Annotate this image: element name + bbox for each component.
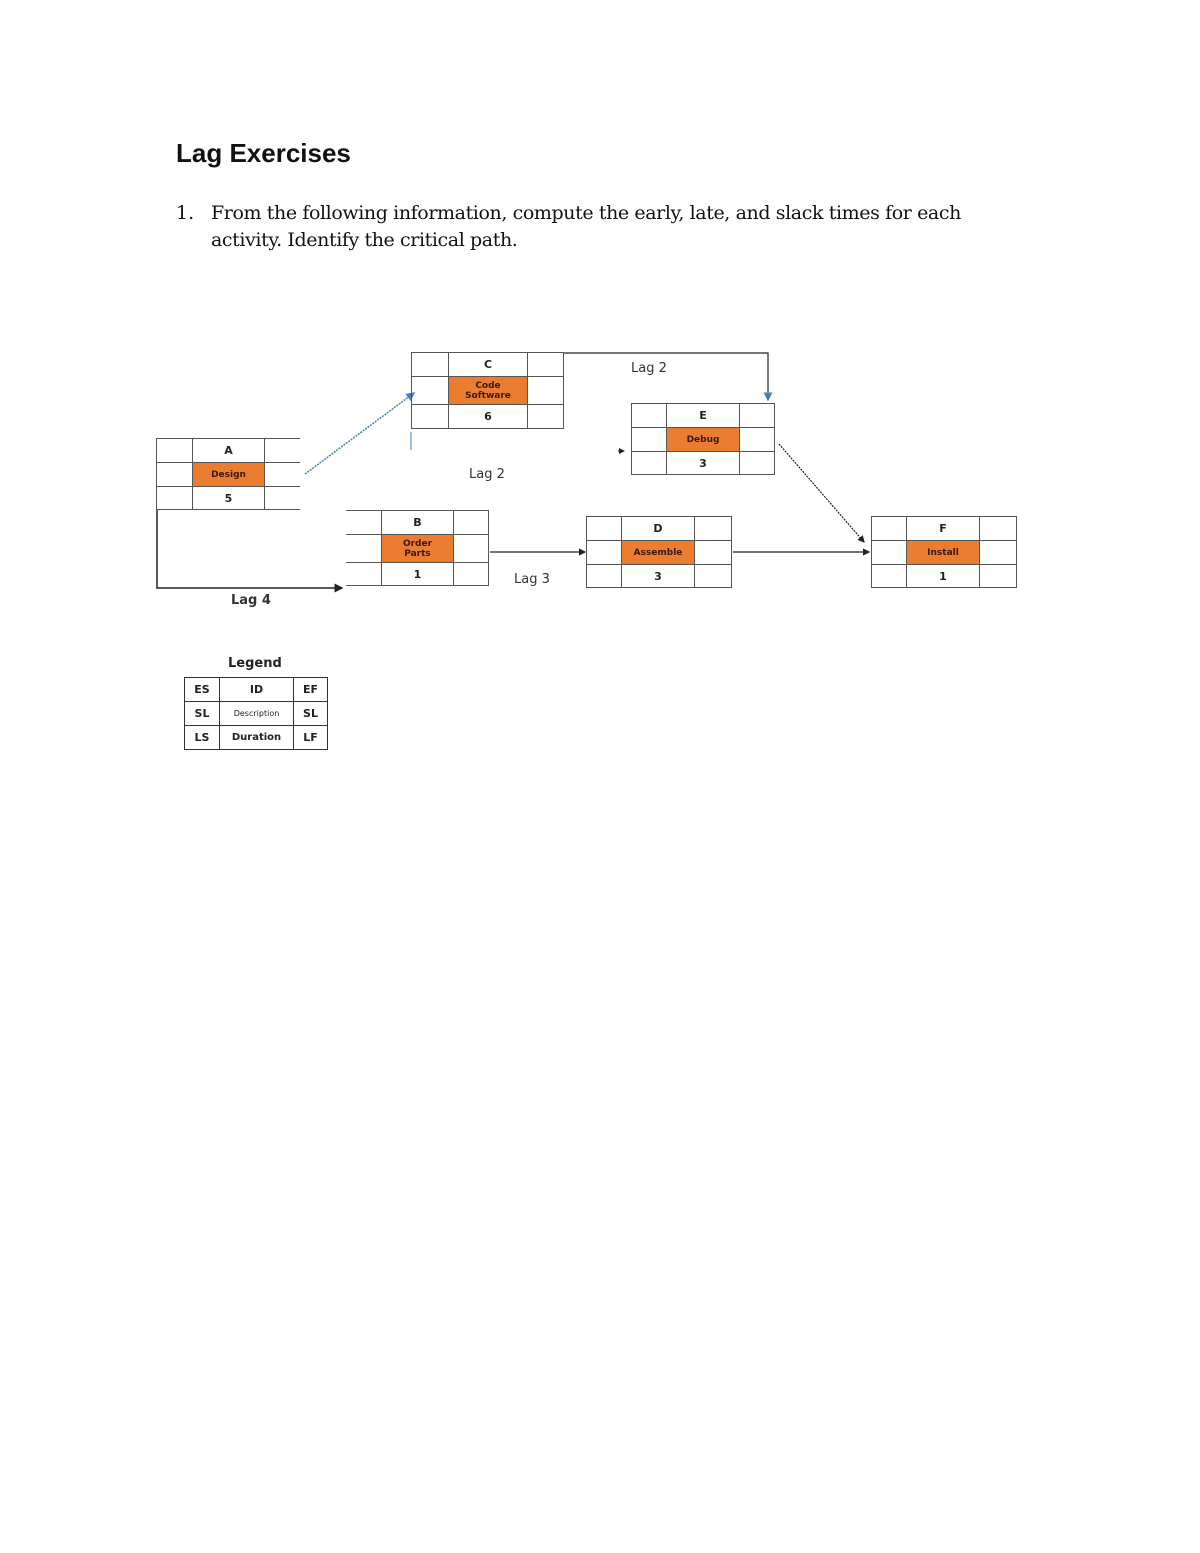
legend-title: Legend xyxy=(228,656,282,671)
activity-node-c xyxy=(411,352,564,429)
activity-node-d xyxy=(586,516,732,588)
node-description: Order Parts xyxy=(382,535,454,563)
arrow-c-to-e xyxy=(564,353,768,399)
activity-node-b xyxy=(346,510,489,586)
node-description: Design xyxy=(193,463,265,487)
arrow-a-to-b xyxy=(157,510,342,588)
legend-table xyxy=(184,677,328,750)
lag-label-b-d: Lag 3 xyxy=(514,572,550,587)
legend-cell: Description xyxy=(220,702,294,726)
activity-node-e xyxy=(631,403,775,475)
legend-cell: SL xyxy=(294,702,328,726)
node-id: B xyxy=(382,511,454,535)
legend-cell: LS xyxy=(185,726,220,750)
question-text: From the following information, compute the early, late, and slack times for each activity. Identify the critical path. xyxy=(211,202,961,251)
node-description: Code Software xyxy=(449,377,528,405)
legend-cell: Duration xyxy=(220,726,294,750)
node-description: Install xyxy=(907,541,980,565)
legend-cell: EF xyxy=(294,678,328,702)
node-id: A xyxy=(193,439,265,463)
node-description: Assemble xyxy=(622,541,695,565)
node-id: F xyxy=(907,517,980,541)
activity-node-f xyxy=(871,516,1017,588)
lag-label-c-d: Lag 2 xyxy=(469,467,505,482)
activity-node-a xyxy=(156,438,300,510)
node-duration: 1 xyxy=(382,563,454,586)
legend-cell: LF xyxy=(294,726,328,750)
node-id: E xyxy=(667,404,740,428)
node-duration: 1 xyxy=(907,565,980,588)
node-id: C xyxy=(449,353,528,377)
node-duration: 3 xyxy=(667,452,740,475)
node-duration: 6 xyxy=(449,405,528,429)
arrow-a-to-c xyxy=(305,393,414,474)
arrow-e-to-f xyxy=(779,444,864,542)
legend-cell: ID xyxy=(220,678,294,702)
page-title: Lag Exercises xyxy=(176,138,351,168)
node-id: D xyxy=(622,517,695,541)
node-description: Debug xyxy=(667,428,740,452)
node-duration: 3 xyxy=(622,565,695,588)
legend-cell: SL xyxy=(185,702,220,726)
question-number: 1. xyxy=(176,202,195,224)
node-duration: 5 xyxy=(193,487,265,510)
lag-label-a-b: Lag 4 xyxy=(231,593,271,608)
legend-cell: ES xyxy=(185,678,220,702)
lag-label-c-e: Lag 2 xyxy=(631,361,667,376)
